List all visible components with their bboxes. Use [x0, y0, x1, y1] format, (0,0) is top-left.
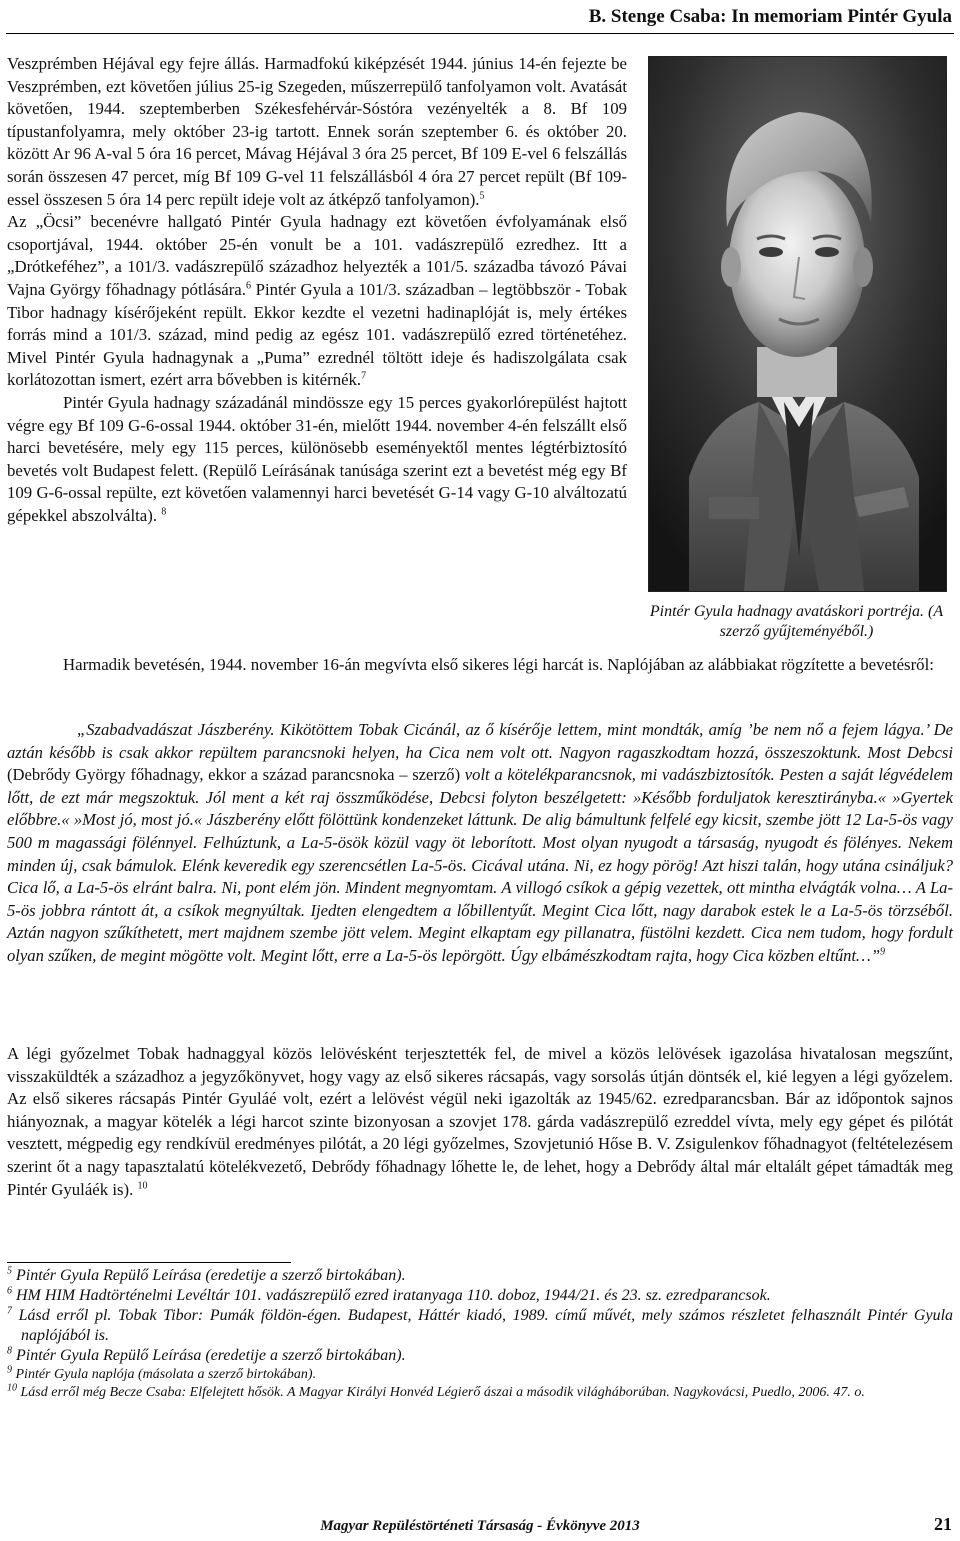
footnote-ref[interactable]: 10 [137, 1179, 148, 1191]
paragraph: Veszprémben Héjával egy fejre állás. Harmadfokú kiképzését 1944. június 14-én fejezte be Veszprémben, ezt követően július 25-ig Szegeden, műszerrepülő tanfolyamon volt. Avatását követően, 1944. szeptemberben Székesfehérvár-Sóstóra vezényelték a 8. Bf 109 típustanfolyamra, mely október 23-ig tartott. Ennek során szeptember 6. és október 20. között Ar 96 A-val 5 óra 16 percet, Mávag Héjával 3 óra 25 percet, Bf 109 E-vel 6 felszállás során összesen 47 percet, míg Bf 109 G-vel 11 felszállásból 4 óra 27 percet repült (Bf 109-essel összesen 5 óra 14 perc repült ideje volt az átképző tanfolyamon).$^5$ [7, 54, 627, 209]
footnote-ref[interactable]: 5 [479, 189, 485, 201]
paragraph: A légi győzelmet Tobak hadnaggyal közös lelövésként terjesztették fel, de mivel a közös lelövések igazolása hivatalosan megszűnt, visszaküldték a századhoz a jegyzőkönyvet, hogy vagy az első sikeres rácsapás, vagy sorsolás útján döntsék el, kié legyen a légi győzelem. Az első sikeres rácsapás Pintér Gyuláé volt, ezért a lelövést végül neki igazolták az 1945/62. ezredparancsban. Bár az időpontok sajnos hiányoznak, a magyar kötelék a légi harcot szinte bizonyosan a szovjet 178. gárda vadászrepülő ezreddel vívta, mely egy gépet és pilótát vesztett, mégpedig egy rendkívül eredményes pilótát, a 20 légi győzelmes, Szovjetunió Hőse B. V. Zsigulenkov főhadnagyot (feltételezésem szerint őt a nagy tapasztalatú kötelékvezető, Debrődy főhadnagy lőhette le, de lehet, hogy a Debrődy által már eltalált gépet támadták meg Pintér Gyuláék is). $^{10}$ [7, 1044, 953, 1199]
footnote-10: $^{10}$ Lásd erről még Becze Csaba: Elfelejtett hősök. A Magyar Királyi Honvéd Légierő ászai a második világháborúban. Nagykovácsi, Puedlo, 2006. 47. o. [7, 1382, 865, 1400]
footnote-7: $^7$ Lásd erről pl. Tobak Tibor: Pumák földön-égen. Budapest, Háttér kiadó, 1989. című művét, mely számos részletet felhasznált Pintér Gyula naplójából is. [7, 1305, 954, 1344]
photo-caption: Pintér Gyula hadnagy avatáskori portréja. (A szerző gyűjteményéből.) [649, 603, 944, 640]
paragraph-legi [7, 1043, 953, 1201]
paragraph: Harmadik bevetésén, 1944. november 16-án megvívta első sikeres légi harcát is. Naplójában az alábbiakat rögzítette a bevetésről: [63, 655, 934, 674]
page-number: 21 [934, 1514, 952, 1534]
header-rule [6, 33, 954, 34]
footnote-8: $^8$ Pintér Gyula Repülő Leírása (eredetije a szerző birtokában). [7, 1345, 406, 1364]
footnote-ref[interactable]: 7 [361, 370, 367, 382]
paragraph: Pintér Gyula hadnagy századánál mindössze egy 15 perces gyakorlórepülést hajtott végre egy Bf 109 G-6-ossal 1944. október 31-én, mielőtt 1944. november 4-én felszállt első harci bevetésére, mely egy 115 perces, különösebb eseményektől mentes légtérbiztosító bevetés volt Budapest felett. (Repülő Leírásának tanúsága szerint ezt a bevetést még egy Bf 109 G-6-ossal repülte, ezt követően valamennyi harci bevetését G-14 vagy G-10 alváltozatú gépekkel abszolválta). $^8$ [7, 392, 627, 525]
footnotes [7, 1266, 953, 1402]
portrait-photo [648, 56, 947, 592]
paragraph: Az „Öcsi” becenévre hallgató Pintér Gyula hadnagy ezt követően évfolyamának első csoportjával, 1944. október 25-én vonult be a 101. vadászrepülő ezredhez. Itt a „Drótkeféhez”, a 101/3. vadászrepülő századhoz helyezték a 101/5. századba távozó Pávai Vajna György főhadnagy pótlására.$^6$ Pintér Gyula a 101/3. században – legtöbbször - Tobak Tibor hadnagy kísérőjeként repült. Ekkor kezdte el vezetni hadinaplóját is, mely értékes forrás mind a 101/3. század, mind pedig az egész 101. vadászrepülő ezred történetéhez. Mivel Pintér Gyula hadnagynak a „Puma” ezrednél töltött ideje és hadiszolgálata csak korlátozottan ismert, ezért arra bővebben is kitérnék.$^7$ [7, 212, 627, 390]
footnote-6: $^6$ HM HIM Hadtörténelmi Levéltár 101. vadászrepülő ezred iratanyaga 110. doboz, 1944/21. és 23. sz. ezredparancsok. [7, 1285, 771, 1304]
footnote-ref[interactable]: 9 [880, 946, 886, 958]
footnote-rule [7, 1262, 291, 1263]
footnote-ref[interactable]: 6 [245, 280, 251, 292]
quote-text: „Szabadvadászat Jászberény. Kikötöttem Tobak Cicánál, az ő kísérője lettem, mint mondták, amíg ’be nem nő a fejem lágya.’ De aztán később is csak akkor repültem parancsnoki helyen, ha Cica nem volt ott. Nagyon ragaszkodtam hozzá, összeszoktunk. Most Debcsi (Debrődy György főhadnagy, ekkor a század parancsnoka – szerző) volt a kötelékparancsnok, mi vadászbiztosítók. Pesten a saját légvédelem lőtt, de ezt már megszoktuk. Jól ment a két raj összműködése, Debcsi folyton beszélgetett: »Később forduljatok keresztirányba.« »Gyertek előbbre.« »Most jó, most jó.« Jászberény előtt fölöttünk kondenzeket láttunk. De alig bámultunk felfelé egy kicsit, szembe jött 12 La-5-ös vagy 500 m magassági fölénnyel. Felhúztunk, a La-5-ösök közül vagy öt leborított. Most olyan nyugodt a társaság, nyugodt és fölényes. Nekem minden új, csak bámulok. Elénk keveredik egy szerencsétlen La-5-ös. Cicával utána. Ni, ez hogy pörög! Azt hiszi talán, hogy utána csináljuk? Cica lő, a La-5-ös elránt balra. Ni, pont elém jön. Mindent megnyomtam. A villogó csíkok a gépig vezettek, ott mintha elvágták volna… A La-5-ös jobbra rántott át, a csíkok megnyúltak. Ijedten elengedtem a lőbillentyűt. Megint Cica lőtt, nagy darabok estek le a La-5-ös törzséből. Aztán nagyon szűkíthetett, mert majdnem szembe jött velem. Megint elkaptam egy pillanatra, füstölni kezdett. Cica nem tudom, hogy fordult olyan szűken, de megint mögötte volt. Megint lőtt, erre a La-5-ös lepörgött. Úgy elbámészkodtam rajta, hogy Cica közben eltűnt…”$^9$ [7, 720, 953, 965]
diary-quote [7, 719, 953, 968]
footnote-9: $^9$ Pintér Gyula naplója (másolata a szerző birtokában). [7, 1364, 317, 1382]
footnote-ref[interactable]: 8 [161, 506, 167, 518]
paragraph-harmadik [7, 654, 953, 677]
footnote-5: $^5$ Pintér Gyula Repülő Leírása (eredetije a szerző birtokában). [7, 1265, 406, 1284]
footer-title: Magyar Repüléstörténeti Társaság - Évkönyve 2013 [320, 1518, 640, 1534]
running-header: B. Stenge Csaba: In memoriam Pintér Gyula [588, 6, 952, 27]
left-text-column [7, 53, 627, 527]
portrait-image [649, 57, 946, 591]
